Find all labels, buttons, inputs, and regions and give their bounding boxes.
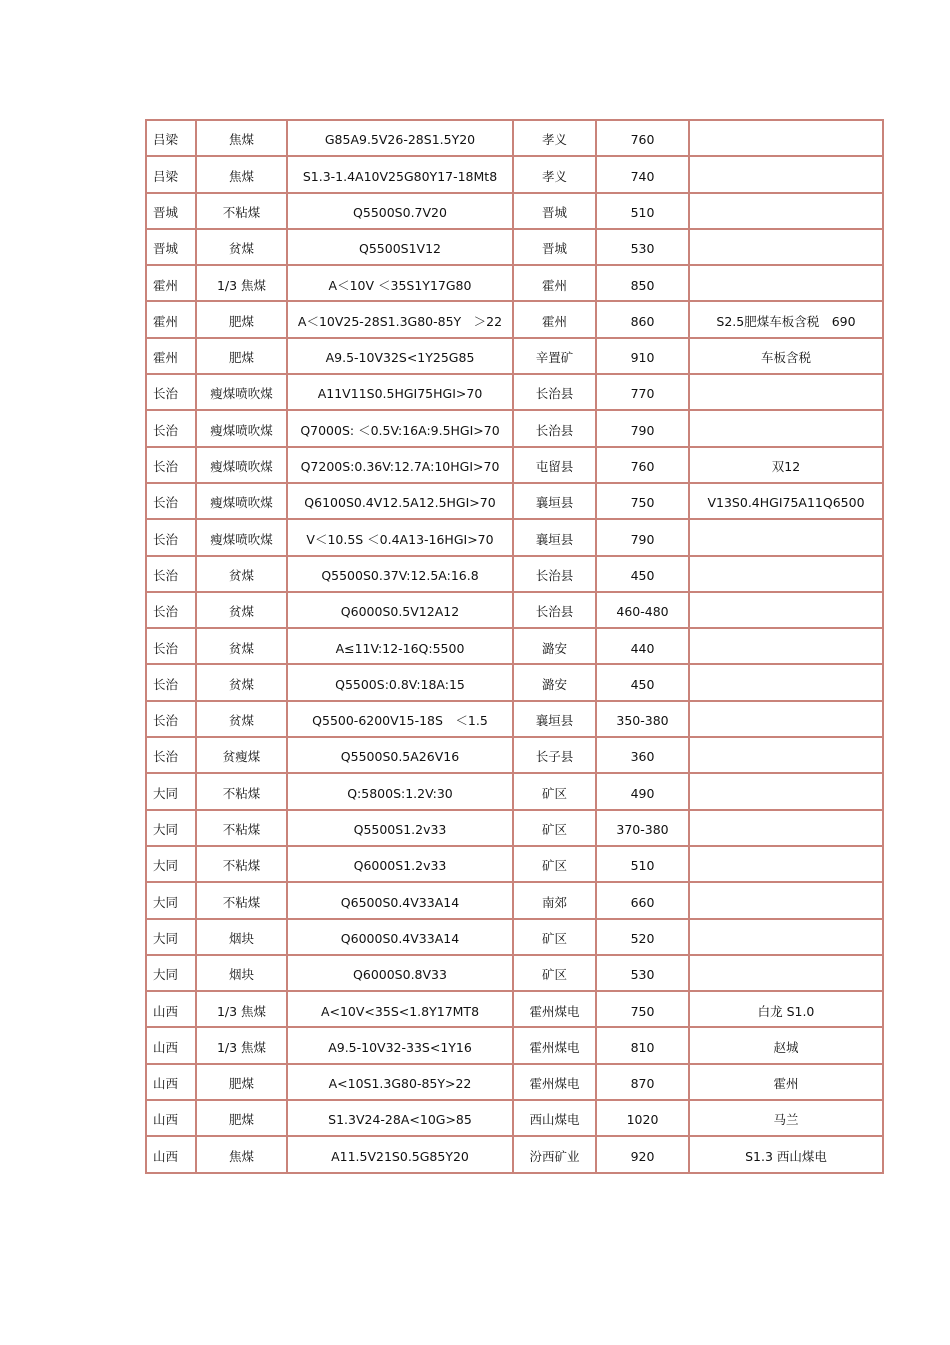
table-row <box>147 1101 884 1137</box>
spec-cell: Q5500S1.2v33 <box>288 811 514 847</box>
origin-cell: 长治县 <box>514 593 597 629</box>
region-cell: 长治 <box>147 593 197 629</box>
coal-type-cell: 肥煤 <box>197 302 288 338</box>
note-cell <box>690 956 884 992</box>
origin-cell: 襄垣县 <box>514 702 597 738</box>
price-cell: 870 <box>597 1065 690 1101</box>
spec-cell: Q6000S0.4V33A14 <box>288 920 514 956</box>
coal-type-cell: 贫瘦煤 <box>197 738 288 774</box>
coal-type-cell: 焦煤 <box>197 1137 288 1173</box>
note-cell: S1.3 西山煤电 <box>690 1137 884 1173</box>
origin-cell: 矿区 <box>514 920 597 956</box>
region-cell: 长治 <box>147 484 197 520</box>
coal-type-cell: 瘦煤喷吹煤 <box>197 411 288 447</box>
price-cell: 530 <box>597 230 690 266</box>
origin-cell: 矿区 <box>514 811 597 847</box>
note-cell <box>690 411 884 447</box>
note-cell: S2.5肥煤车板含税 690 <box>690 302 884 338</box>
region-cell: 长治 <box>147 375 197 411</box>
table-row <box>147 1137 884 1173</box>
table-row <box>147 629 884 665</box>
spec-cell: Q5500S0.7V20 <box>288 194 514 230</box>
price-cell: 760 <box>597 448 690 484</box>
price-cell: 750 <box>597 992 690 1028</box>
region-cell: 山西 <box>147 1101 197 1137</box>
price-cell: 810 <box>597 1028 690 1064</box>
region-cell: 大同 <box>147 811 197 847</box>
region-cell: 霍州 <box>147 266 197 302</box>
price-cell: 510 <box>597 847 690 883</box>
spec-cell: G85A9.5V26-28S1.5Y20 <box>288 121 514 157</box>
table-row <box>147 121 884 157</box>
table-row <box>147 665 884 701</box>
region-cell: 霍州 <box>147 302 197 338</box>
region-cell: 长治 <box>147 520 197 556</box>
origin-cell: 长治县 <box>514 557 597 593</box>
table-row <box>147 411 884 447</box>
origin-cell: 霍州 <box>514 266 597 302</box>
coal-type-cell: 焦煤 <box>197 121 288 157</box>
coal-type-cell: 焦煤 <box>197 157 288 193</box>
coal-type-cell: 不粘煤 <box>197 194 288 230</box>
price-cell: 350-380 <box>597 702 690 738</box>
note-cell <box>690 520 884 556</box>
table-row <box>147 1028 884 1064</box>
origin-cell: 霍州煤电 <box>514 1028 597 1064</box>
spec-cell: A11.5V21S0.5G85Y20 <box>288 1137 514 1173</box>
table-row <box>147 339 884 375</box>
coal-type-cell: 烟块 <box>197 956 288 992</box>
note-cell: 车板含税 <box>690 339 884 375</box>
region-cell: 长治 <box>147 629 197 665</box>
origin-cell: 潞安 <box>514 629 597 665</box>
coal-type-cell: 不粘煤 <box>197 811 288 847</box>
region-cell: 霍州 <box>147 339 197 375</box>
region-cell: 吕梁 <box>147 121 197 157</box>
spec-cell: Q7000S: ＜0.5V:16A:9.5HGI>70 <box>288 411 514 447</box>
spec-cell: Q5500S:0.8V:18A:15 <box>288 665 514 701</box>
price-cell: 510 <box>597 194 690 230</box>
coal-type-cell: 不粘煤 <box>197 883 288 919</box>
coal-type-cell: 贫煤 <box>197 593 288 629</box>
coal-type-cell: 肥煤 <box>197 1101 288 1137</box>
note-cell <box>690 811 884 847</box>
origin-cell: 矿区 <box>514 847 597 883</box>
origin-cell: 霍州煤电 <box>514 1065 597 1101</box>
note-cell: 赵城 <box>690 1028 884 1064</box>
spec-cell: Q5500S0.37V:12.5A:16.8 <box>288 557 514 593</box>
note-cell: 白龙 S1.0 <box>690 992 884 1028</box>
spec-cell: A≤11V:12-16Q:5500 <box>288 629 514 665</box>
note-cell <box>690 230 884 266</box>
price-cell: 370-380 <box>597 811 690 847</box>
spec-cell: Q5500S1V12 <box>288 230 514 266</box>
region-cell: 大同 <box>147 883 197 919</box>
table-row <box>147 992 884 1028</box>
origin-cell: 长治县 <box>514 375 597 411</box>
table-row <box>147 1065 884 1101</box>
spec-cell: A<10S1.3G80-85Y>22 <box>288 1065 514 1101</box>
price-cell: 450 <box>597 665 690 701</box>
price-cell: 740 <box>597 157 690 193</box>
region-cell: 晋城 <box>147 194 197 230</box>
region-cell: 长治 <box>147 702 197 738</box>
origin-cell: 孝义 <box>514 157 597 193</box>
region-cell: 晋城 <box>147 230 197 266</box>
note-cell: 霍州 <box>690 1065 884 1101</box>
table-row <box>147 230 884 266</box>
note-cell <box>690 157 884 193</box>
note-cell <box>690 593 884 629</box>
region-cell: 大同 <box>147 956 197 992</box>
spec-cell: A9.5-10V32S<1Y25G85 <box>288 339 514 375</box>
price-cell: 440 <box>597 629 690 665</box>
table-row <box>147 847 884 883</box>
origin-cell: 孝义 <box>514 121 597 157</box>
price-cell: 790 <box>597 520 690 556</box>
spec-cell: A<10V<35S<1.8Y17MT8 <box>288 992 514 1028</box>
region-cell: 长治 <box>147 411 197 447</box>
table-row <box>147 375 884 411</box>
note-cell <box>690 375 884 411</box>
note-cell: 双12 <box>690 448 884 484</box>
spec-cell: Q5500S0.5A26V16 <box>288 738 514 774</box>
origin-cell: 辛置矿 <box>514 339 597 375</box>
region-cell: 长治 <box>147 557 197 593</box>
note-cell <box>690 738 884 774</box>
spec-cell: Q6500S0.4V33A14 <box>288 883 514 919</box>
origin-cell: 晋城 <box>514 194 597 230</box>
coal-type-cell: 1/3 焦煤 <box>197 266 288 302</box>
table-row <box>147 702 884 738</box>
origin-cell: 晋城 <box>514 230 597 266</box>
note-cell <box>690 847 884 883</box>
spec-cell: Q6000S0.5V12A12 <box>288 593 514 629</box>
coal-type-cell: 瘦煤喷吹煤 <box>197 375 288 411</box>
region-cell: 长治 <box>147 448 197 484</box>
table-row <box>147 484 884 520</box>
region-cell: 长治 <box>147 738 197 774</box>
table-row <box>147 956 884 992</box>
region-cell: 大同 <box>147 774 197 810</box>
table-row <box>147 194 884 230</box>
note-cell <box>690 920 884 956</box>
table-row <box>147 557 884 593</box>
price-cell: 520 <box>597 920 690 956</box>
price-cell: 920 <box>597 1137 690 1173</box>
coal-type-cell: 1/3 焦煤 <box>197 1028 288 1064</box>
note-cell <box>690 883 884 919</box>
note-cell <box>690 774 884 810</box>
spec-cell: Q6000S0.8V33 <box>288 956 514 992</box>
coal-type-cell: 肥煤 <box>197 339 288 375</box>
price-cell: 850 <box>597 266 690 302</box>
table-row <box>147 738 884 774</box>
coal-type-cell: 贫煤 <box>197 557 288 593</box>
price-cell: 750 <box>597 484 690 520</box>
table-row <box>147 448 884 484</box>
price-cell: 770 <box>597 375 690 411</box>
origin-cell: 襄垣县 <box>514 520 597 556</box>
price-cell: 490 <box>597 774 690 810</box>
spec-cell: Q7200S:0.36V:12.7A:10HGI>70 <box>288 448 514 484</box>
coal-type-cell: 不粘煤 <box>197 774 288 810</box>
coal-type-cell: 贫煤 <box>197 230 288 266</box>
note-cell: 马兰 <box>690 1101 884 1137</box>
region-cell: 山西 <box>147 1065 197 1101</box>
coal-type-cell: 瘦煤喷吹煤 <box>197 484 288 520</box>
coal-type-cell: 贫煤 <box>197 665 288 701</box>
table-body <box>147 121 884 1174</box>
origin-cell: 屯留县 <box>514 448 597 484</box>
spec-cell: Q5500-6200V15-18S ＜1.5 <box>288 702 514 738</box>
region-cell: 大同 <box>147 847 197 883</box>
note-cell <box>690 702 884 738</box>
origin-cell: 长子县 <box>514 738 597 774</box>
region-cell: 吕梁 <box>147 157 197 193</box>
origin-cell: 矿区 <box>514 956 597 992</box>
origin-cell: 霍州 <box>514 302 597 338</box>
note-cell <box>690 665 884 701</box>
region-cell: 山西 <box>147 1137 197 1173</box>
table-row <box>147 811 884 847</box>
spec-cell: Q:5800S:1.2V:30 <box>288 774 514 810</box>
table-row <box>147 520 884 556</box>
spec-cell: A＜10V25-28S1.3G80-85Y ＞22 <box>288 302 514 338</box>
price-cell: 360 <box>597 738 690 774</box>
origin-cell: 南郊 <box>514 883 597 919</box>
table-row <box>147 157 884 193</box>
table-row <box>147 266 884 302</box>
origin-cell: 襄垣县 <box>514 484 597 520</box>
coal-type-cell: 贫煤 <box>197 629 288 665</box>
region-cell: 长治 <box>147 665 197 701</box>
note-cell <box>690 121 884 157</box>
note-cell <box>690 266 884 302</box>
coal-type-cell: 1/3 焦煤 <box>197 992 288 1028</box>
price-cell: 530 <box>597 956 690 992</box>
spec-cell: V＜10.5S ＜0.4A13-16HGI>70 <box>288 520 514 556</box>
table-row <box>147 774 884 810</box>
origin-cell: 矿区 <box>514 774 597 810</box>
coal-type-cell: 肥煤 <box>197 1065 288 1101</box>
note-cell <box>690 194 884 230</box>
origin-cell: 汾西矿业 <box>514 1137 597 1173</box>
note-cell <box>690 629 884 665</box>
origin-cell: 西山煤电 <box>514 1101 597 1137</box>
coal-type-cell: 烟块 <box>197 920 288 956</box>
origin-cell: 霍州煤电 <box>514 992 597 1028</box>
region-cell: 山西 <box>147 1028 197 1064</box>
price-cell: 450 <box>597 557 690 593</box>
price-cell: 460-480 <box>597 593 690 629</box>
spec-cell: Q6100S0.4V12.5A12.5HGI>70 <box>288 484 514 520</box>
origin-cell: 潞安 <box>514 665 597 701</box>
origin-cell: 长治县 <box>514 411 597 447</box>
region-cell: 大同 <box>147 920 197 956</box>
note-cell <box>690 557 884 593</box>
price-cell: 790 <box>597 411 690 447</box>
coal-price-table <box>145 119 884 1174</box>
price-cell: 910 <box>597 339 690 375</box>
spec-cell: S1.3V24-28A<10G>85 <box>288 1101 514 1137</box>
spec-cell: Q6000S1.2v33 <box>288 847 514 883</box>
spec-cell: A9.5-10V32-33S<1Y16 <box>288 1028 514 1064</box>
table-row <box>147 883 884 919</box>
spec-cell: A11V11S0.5HGI75HGI>70 <box>288 375 514 411</box>
table-row <box>147 593 884 629</box>
price-cell: 1020 <box>597 1101 690 1137</box>
price-cell: 660 <box>597 883 690 919</box>
coal-type-cell: 不粘煤 <box>197 847 288 883</box>
region-cell: 山西 <box>147 992 197 1028</box>
spec-cell: A＜10V ＜35S1Y17G80 <box>288 266 514 302</box>
coal-type-cell: 瘦煤喷吹煤 <box>197 448 288 484</box>
price-cell: 760 <box>597 121 690 157</box>
note-cell: V13S0.4HGI75A11Q6500 <box>690 484 884 520</box>
spec-cell: S1.3-1.4A10V25G80Y17-18Mt8 <box>288 157 514 193</box>
table-row <box>147 302 884 338</box>
table-row <box>147 920 884 956</box>
coal-type-cell: 贫煤 <box>197 702 288 738</box>
coal-type-cell: 瘦煤喷吹煤 <box>197 520 288 556</box>
price-cell: 860 <box>597 302 690 338</box>
